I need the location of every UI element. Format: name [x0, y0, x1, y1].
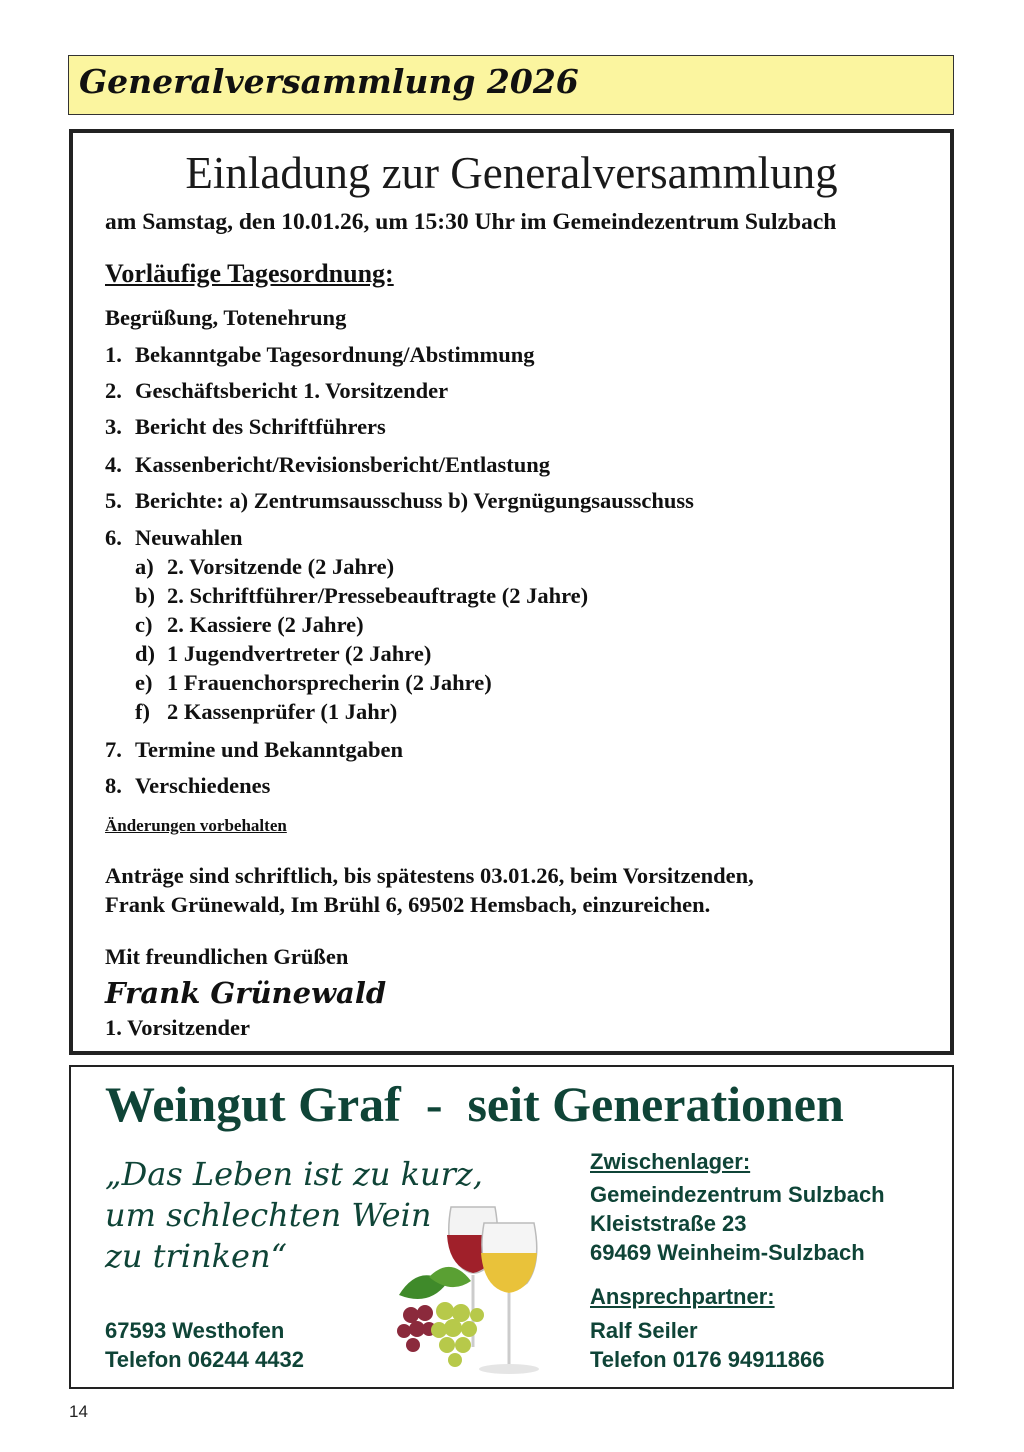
election-item: c) 2. Kassiere (2 Jahre)	[135, 612, 364, 637]
signer-role: 1. Vorsitzender	[105, 1015, 250, 1040]
greeting: Mit freundlichen Grüßen	[105, 944, 349, 969]
changes-reserved-note: Änderungen vorbehalten	[105, 816, 287, 835]
agenda-opening: Begrüßung, Totenehrung	[105, 305, 347, 330]
proposal-line-2: Frank Grünewald, Im Brühl 6, 69502 Hemsbach, einzureichen.	[105, 892, 711, 917]
storage-line: Kleiststraße 23	[590, 1211, 747, 1236]
election-item: d) 1 Jugendvertreter (2 Jahre)	[135, 641, 432, 666]
agenda-item: 5. Berichte: a) Zentrumsausschuss b) Vergnügungsausschuss	[105, 488, 694, 513]
election-item: f) 2 Kassenprüfer (1 Jahr)	[135, 699, 398, 724]
invitation-title: Einladung zur Generalversammlung	[185, 148, 838, 198]
contact-name: Ralf Seiler	[590, 1318, 698, 1343]
storage-line: 69469 Weinheim-Sulzbach	[590, 1240, 865, 1265]
storage-heading: Zwischenlager:	[590, 1149, 751, 1174]
winery-ad	[69, 1065, 954, 1389]
invitation-subtitle: am Samstag, den 10.01.26, um 15:30 Uhr im Gemeindezentrum Sulzbach	[105, 209, 837, 235]
agenda-item: 4. Kassenbericht/Revisionsbericht/Entlastung	[105, 452, 551, 477]
section-header	[68, 55, 954, 115]
ad-quote-line: zu trinken“	[105, 1237, 287, 1275]
invitation-box	[69, 129, 954, 1055]
agenda-item: 7. Termine und Bekanntgaben	[105, 737, 403, 762]
contact-heading: Ansprechpartner:	[590, 1284, 775, 1309]
winery-phone: Telefon 06244 4432	[105, 1347, 304, 1372]
signature: Frank Grünewald	[105, 976, 387, 1010]
ad-title: Weingut Graf - seit Generationen	[105, 1076, 844, 1132]
agenda-item: 1. Bekanntgabe Tagesordnung/Abstimmung	[105, 342, 535, 367]
section-title: Generalversammlung 2026	[79, 62, 579, 101]
ad-quote-line: „Das Leben ist zu kurz,	[105, 1155, 483, 1193]
page-number: 14	[69, 1402, 88, 1421]
winery-postal: 67593 Westhofen	[105, 1318, 285, 1343]
proposal-line-1: Anträge sind schriftlich, bis spätestens 03.01.26, beim Vorsitzenden,	[105, 863, 754, 888]
agenda-heading: Vorläufige Tagesordnung:	[105, 259, 394, 288]
agenda-item: 6. Neuwahlen	[105, 525, 243, 550]
agenda-item: 8. Verschiedenes	[105, 773, 271, 798]
election-item: e) 1 Frauenchorsprecherin (2 Jahre)	[135, 670, 492, 695]
agenda-item: 2. Geschäftsbericht 1. Vorsitzender	[105, 378, 449, 403]
agenda-item: 3. Bericht des Schriftführers	[105, 414, 386, 439]
wine-glasses-grapes-icon	[389, 1185, 569, 1385]
election-item: a) 2. Vorsitzende (2 Jahre)	[135, 554, 395, 579]
ad-quote-line: um schlechten Wein	[105, 1196, 432, 1234]
election-item: b) 2. Schriftführer/Pressebeauftragte (2 Jahre)	[135, 583, 589, 608]
contact-phone: Telefon 0176 94911866	[590, 1347, 825, 1372]
storage-line: Gemeindezentrum Sulzbach	[590, 1182, 885, 1207]
